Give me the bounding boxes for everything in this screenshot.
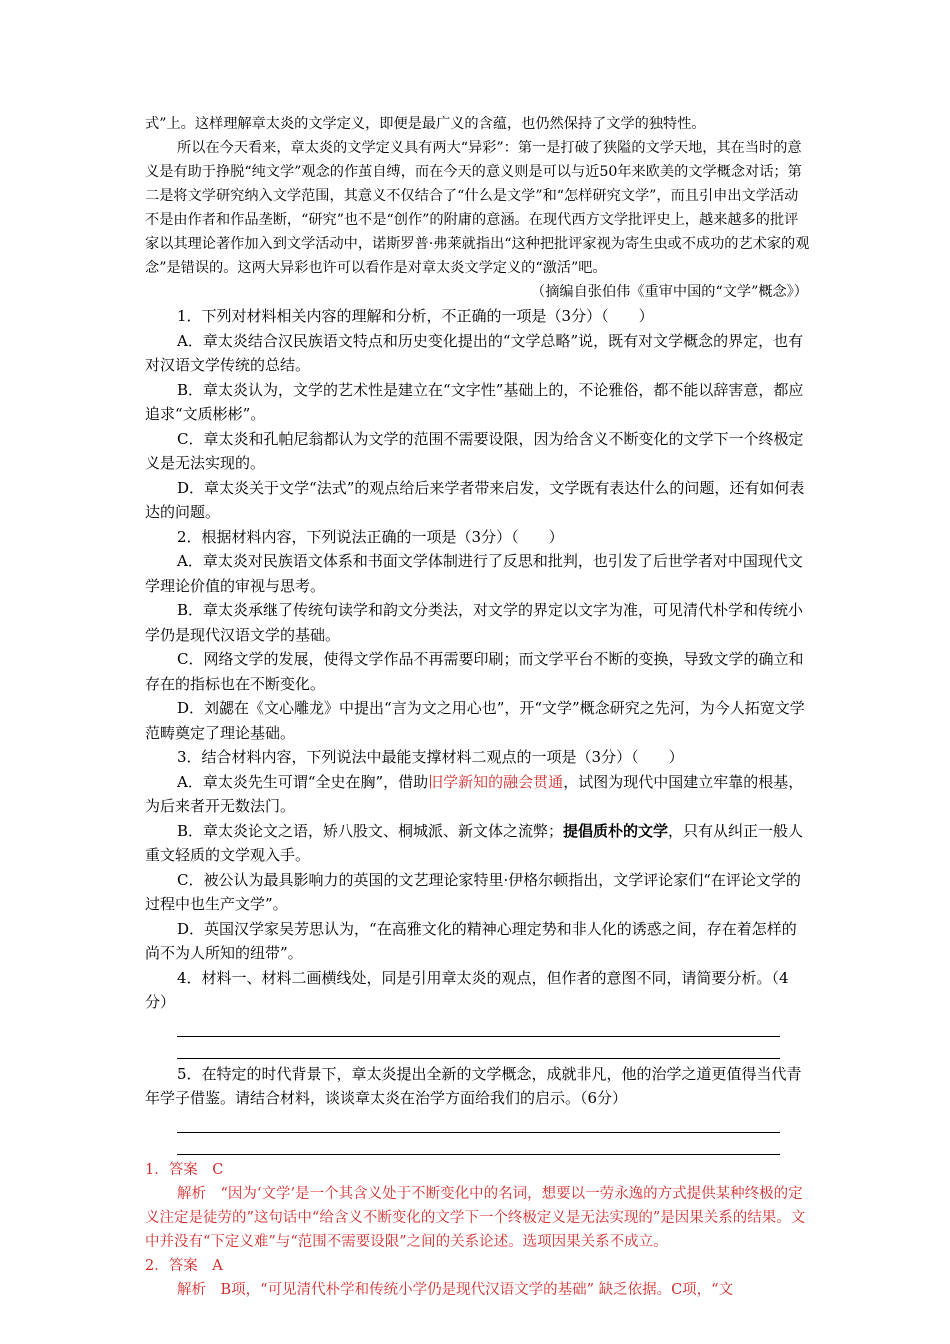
option-d: D．刘勰在《文心雕龙》中提出“言为文之用心也”，开“文学”概念研究之先河，为今人拓宽文学范畴奠定了理论基础。	[145, 699, 805, 742]
material-paragraph: 所以在今天看来，章太炎的文学定义具有两大“异彩”：第一是打破了狭隘的文学天地，其在当时的意义是有助于挣脱“纯文学”观念的作茧自缚，而在今天的意义则是可以与近50年来欧美的文学概念对话；第二是将文学研究纳入文学范围，其意义不仅结合了“什么是文学”和“怎样研究文学”，而且引申出文学活动不是由作者和作品垄断，“研究”也不是“创作”的附庸的意涵。在现代西方文学批评史上，越来越多的批评家以其理论著作加入到文学活动中，诺斯罗普·弗莱就指出“这种把批评家视为寄生虫或不成功的艺术家的观念”是错误的。这两大异彩也许可以看作是对章太炎文学定义的“激活”吧。	[145, 140, 810, 276]
option-b: B．章太炎认为，文学的艺术性是建立在“文字性”基础上的，不论雅俗，都不能以辞害意，都应追求“文质彬彬”。	[145, 380, 804, 423]
option-a: A．章太炎结合汉民族语文特点和历史变化提出的“文学总略”说，既有对文学概念的界定，也有对汉语文学传统的总结。	[145, 331, 804, 374]
question-stem: 4．材料一、材料二画横线处，同是引用章太炎的观点，但作者的意图不同，请简要分析。（4分）	[145, 968, 789, 1011]
question-1	[145, 304, 810, 525]
option-d: D．英国汉学家吴芳思认为，“在高雅文化的精神心理定势和非人化的诱惑之间，存在着怎样的尚不为人所知的纽带”。	[145, 919, 797, 962]
option-text: A．章太炎先生可谓“全史在胸”，借助	[177, 772, 429, 791]
answer-line	[177, 1015, 780, 1037]
answer-section	[145, 1158, 810, 1302]
bold-text: 提倡质朴的文学	[563, 821, 669, 840]
source-citation: （摘编自张伯伟《重审中国的“文学”概念》）	[531, 284, 808, 300]
highlighted-text: 旧学新知的融会贯通	[428, 772, 564, 791]
answer-line	[177, 1037, 780, 1059]
option-d: D．章太炎关于文学“法式”的观点给后来学者带来启发，文学既有表达什么的问题，还有如何表达的问题。	[145, 478, 805, 521]
option-text: ，只有从纠正一般人重文轻质的文学观入手。	[145, 821, 804, 864]
option-b: B．章太炎承继了传统句读学和韵文分类法，对文学的界定以文字为准，可见清代朴学和传统小学仍是现代汉语文学的基础。	[145, 601, 804, 644]
question-stem: 1．下列对材料相关内容的理解和分析，不正确的一项是（3分）（ ）	[177, 307, 654, 325]
option-a	[145, 770, 810, 819]
option-a: A．章太炎对民族语文体系和书面文学体制进行了反思和批判，也引发了后世学者对中国现代文学理论价值的审视与思考。	[145, 552, 803, 595]
option-c: C．章太炎和孔帕尼翁都认为文学的范围不需要设限，因为给含义不断变化的文学下一个终极定义是无法实现的。	[145, 429, 804, 472]
question-stem: 2．根据材料内容，下列说法正确的一项是（3分）（ ）	[177, 527, 564, 546]
answer-heading: 2．答案 A	[145, 1257, 223, 1274]
option-c: C．被公认为最具影响力的英国的文艺理论家特里·伊格尔顿指出，文学评论家们“在评论文学的过程中也生产文学”。	[145, 870, 801, 913]
option-c: C．网络文学的发展，使得文学作品不再需要印刷；而文学平台不断的变换，导致文学的确立和存在的指标也在不断变化。	[145, 650, 804, 693]
answer-line	[177, 1111, 780, 1133]
answer-heading: 1．答案 C	[145, 1161, 224, 1178]
question-5	[145, 1062, 810, 1155]
answer-line	[177, 1133, 780, 1155]
question-3	[145, 745, 810, 966]
question-stem: 5．在特定的时代背景下，章太炎提出全新的文学概念，成就非凡，他的治学之道更值得当代青年学子借鉴。请结合材料，谈谈章太炎在治学方面给我们的启示。（6分）	[145, 1064, 802, 1107]
question-2	[145, 525, 810, 746]
question-4	[145, 966, 810, 1059]
option-text: B．章太炎论文之语，矫八股文、桐城派、新文体之流弊；	[177, 821, 564, 840]
answer-explanation: 解析 B项，“可见清代朴学和传统小学仍是现代汉语文学的基础” 缺乏依据。C项，“文	[177, 1281, 734, 1298]
answer-explanation: 解析 “因为‘文学’是一个其含义处于不断变化中的名词，想要以一劳永逸的方式提供某种终极的定义注定是徒劳的”这句话中“给含义不断变化的文学下一个终极定义是无法实现的”是因果关系的结果。文中并没有“下定义难”与“范围不需要设限”之间的关系论述。选项因果关系不成立。	[145, 1185, 806, 1250]
document-page	[145, 112, 810, 1302]
question-stem: 3．结合材料内容，下列说法中最能支撑材料二观点的一项是（3分）（ ）	[177, 748, 684, 766]
option-b	[145, 819, 810, 868]
option-text: ，试图为现代中国建立牢靠的根基，为后来者开无数法门。	[145, 772, 804, 815]
material-paragraph: 式”上。这样理解章太炎的文学定义，即便是最广义的含蕴，也仍然保持了文学的独特性。	[145, 116, 706, 132]
